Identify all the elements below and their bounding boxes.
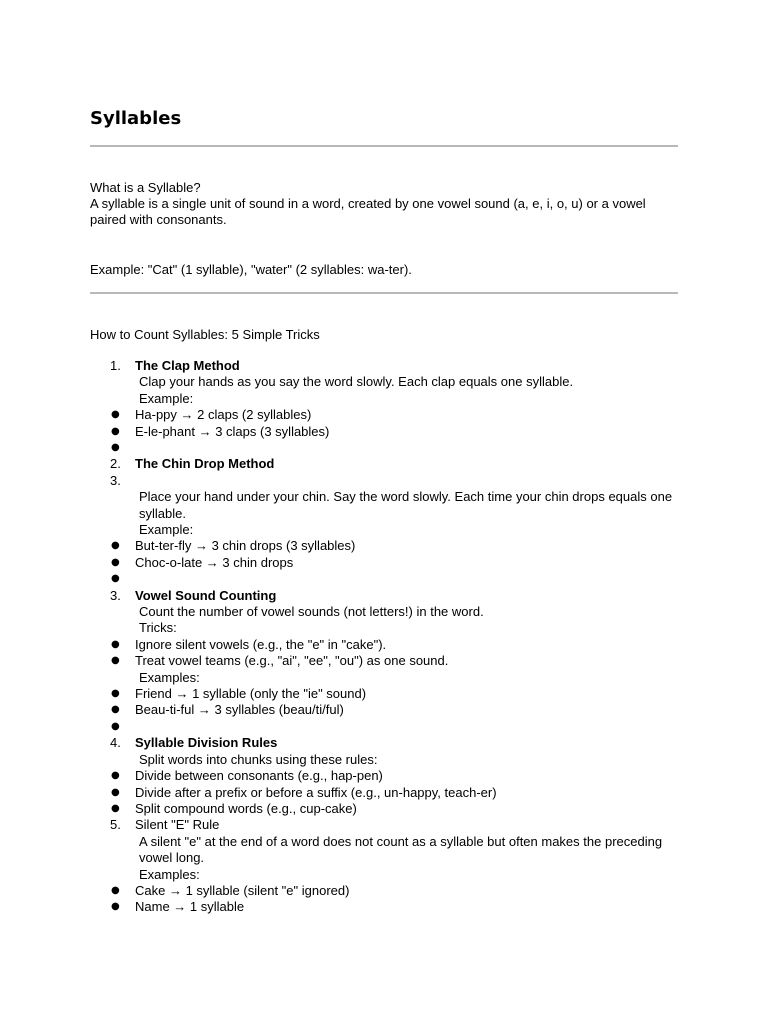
bullet-marker: ● [111, 802, 120, 814]
item-text: Clap your hands as you say the word slowly. Each clap equals one syllable. [139, 374, 574, 390]
bullet-item [90, 571, 678, 587]
bullet-marker: ● [111, 425, 120, 437]
item-text: Treat vowel teams (e.g., "ai", "ee", "ou") as one sound. [135, 653, 449, 669]
item-continuation [90, 670, 678, 686]
bullet-marker: ● [111, 901, 120, 913]
item-heading: Vowel Sound Counting [135, 587, 277, 603]
bullet-marker: ● [111, 720, 120, 732]
list-number: 5. [110, 817, 121, 833]
list-number: 3. [110, 587, 121, 603]
numbered-item [90, 588, 678, 604]
bullet-item [90, 719, 678, 735]
bullet-marker: ● [111, 556, 120, 568]
item-text: Split words into chunks using these rules: [139, 751, 378, 767]
bullet-marker: ● [111, 655, 120, 667]
bullet-item [90, 801, 678, 817]
bullet-item [90, 637, 678, 653]
document-page [90, 0, 678, 1024]
item-text: Friend → 1 syllable (only the "ie" sound) [135, 686, 367, 702]
bullet-marker: ● [111, 704, 120, 716]
intro-question: What is a Syllable? [90, 180, 201, 195]
item-continuation [90, 834, 678, 867]
item-continuation [90, 489, 678, 522]
item-continuation [90, 752, 678, 768]
item-text: Divide after a prefix or before a suffix (e.g., un-happy, teach-er) [135, 784, 497, 800]
tricks-list [90, 358, 678, 916]
item-text: Example: [139, 390, 194, 406]
list-number: 3. [110, 472, 121, 488]
bullet-item [90, 653, 678, 669]
item-text: Count the number of vowel sounds (not letters!) in the word. [139, 604, 484, 620]
section-heading: How to Count Syllables: 5 Simple Tricks [90, 327, 320, 342]
numbered-item [90, 456, 678, 472]
item-text: Place your hand under your chin. Say the word slowly. Each time your chin drops equals one syllable. [139, 489, 673, 521]
item-continuation [90, 522, 678, 538]
horizontal-divider [90, 145, 678, 147]
item-text: A silent "e" at the end of a word does not count as a syllable but often makes the preceding vowel long. [139, 833, 663, 866]
item-heading: The Clap Method [135, 358, 240, 373]
item-text: Tricks: [139, 620, 177, 636]
item-text: Split compound words (e.g., cup-cake) [135, 800, 357, 816]
bullet-item [90, 702, 678, 718]
bullet-marker: ● [111, 770, 120, 782]
bullet-item [90, 768, 678, 784]
document-title: Syllables [90, 108, 182, 129]
item-text: Choc-o-late → 3 chin drops [135, 554, 294, 570]
item-continuation [90, 604, 678, 620]
bullet-item [90, 424, 678, 440]
bullet-item [90, 407, 678, 423]
item-text: Ignore silent vowels (e.g., the "e" in "cake"). [135, 636, 387, 652]
item-continuation [90, 374, 678, 390]
intro-definition: A syllable is a single unit of sound in a word, created by one vowel sound (a, e, i, o, u) or a vowel paired with consonants. [90, 196, 646, 228]
horizontal-divider [90, 292, 678, 294]
bullet-item [90, 899, 678, 915]
item-continuation [90, 391, 678, 407]
bullet-item [90, 686, 678, 702]
list-number: 2. [110, 456, 121, 472]
item-continuation [90, 867, 678, 883]
item-text: Examples: [139, 669, 200, 685]
numbered-item [90, 817, 678, 833]
item-heading: Syllable Division Rules [135, 735, 278, 751]
bullet-marker: ● [111, 540, 120, 552]
item-heading: The Chin Drop Method [135, 456, 275, 472]
bullet-item [90, 555, 678, 571]
bullet-marker: ● [111, 442, 120, 454]
list-number: 4. [110, 735, 121, 751]
item-text: E-le-phant → 3 claps (3 syllables) [135, 423, 330, 439]
bullet-marker: ● [111, 688, 120, 700]
item-text: But-ter-fly → 3 chin drops (3 syllables) [135, 538, 356, 554]
bullet-marker: ● [111, 409, 120, 421]
item-text: Cake → 1 syllable (silent "e" ignored) [135, 882, 350, 898]
item-text: Beau-ti-ful → 3 syllables (beau/ti/ful) [135, 702, 344, 718]
item-continuation [90, 620, 678, 636]
bullet-item [90, 883, 678, 899]
item-text: Divide between consonants (e.g., hap-pen) [135, 768, 383, 784]
bullet-marker: ● [111, 884, 120, 896]
bullet-marker: ● [111, 638, 120, 650]
numbered-item [90, 473, 678, 489]
intro-example: Example: "Cat" (1 syllable), "water" (2 syllables: wa-ter). [90, 262, 412, 277]
bullet-item [90, 538, 678, 554]
item-text: Name → 1 syllable [135, 899, 245, 915]
bullet-item [90, 440, 678, 456]
item-text: Example: [139, 522, 194, 538]
item-text: Ha-ppy → 2 claps (2 syllables) [135, 407, 312, 423]
item-heading: Silent "E" Rule [135, 817, 220, 833]
bullet-item [90, 785, 678, 801]
bullet-marker: ● [111, 573, 120, 585]
item-text: Examples: [139, 866, 200, 882]
numbered-item [90, 735, 678, 751]
list-number: 1. [110, 358, 121, 373]
bullet-marker: ● [111, 786, 120, 798]
numbered-item [90, 358, 678, 374]
